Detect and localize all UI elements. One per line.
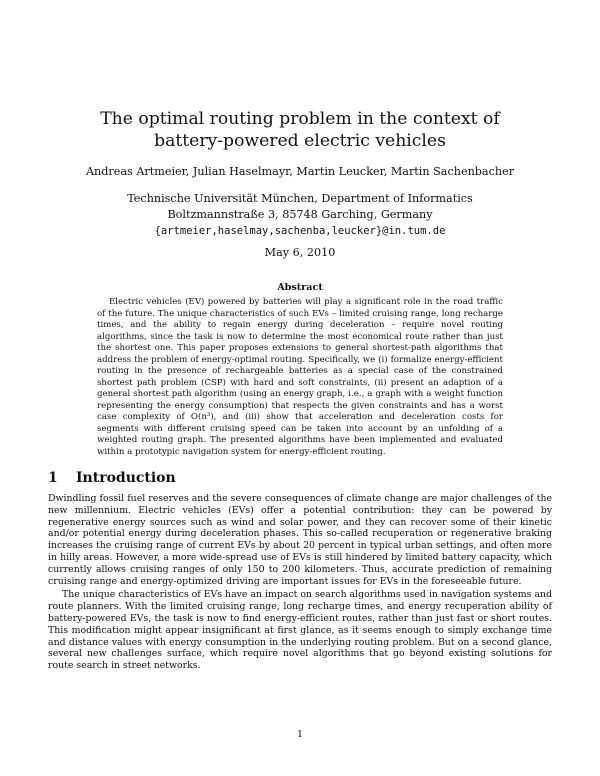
body-paragraph: Dwindling fossil fuel reserves and the severe consequences of climate change are major challenges of the new millennium. Electric vehicles (EVs) offer a potential contribution: they can be powered by regenerative energy sources such as wind and solar power, and they can recover some of their kinetic and/or potential energy during deceleration phases. This so-called recuperation or regenerative braking increases the cruising range of current EVs by about 20 percent in typical urban settings, and often more in hilly areas. However, a more wide-spread use of EVs is still hindered by limited battery capacity, which currently allows cruising ranges of only 150 to 200 kilometers. Thus, accurate prediction of remaining cruising range and energy-optimized driving are important issues for EVs in the foreseeable future.	[48, 493, 552, 587]
affiliation-block	[40, 191, 560, 239]
section-title: Introduction	[76, 470, 176, 486]
section-number: 1	[48, 470, 58, 486]
paper-title: The optimal routing problem in the context of battery-powered electric vehicles	[100, 109, 500, 151]
address: Boltzmannstraße 3, 85748 Garching, Germany	[167, 208, 433, 221]
publication-date: May 6, 2010	[264, 246, 336, 259]
section-heading-introduction	[48, 469, 552, 487]
page-number: 1	[296, 729, 304, 740]
email-address: {artmeier,haselmay,sachenba,leucker}@in.tum.de	[154, 225, 446, 237]
institution: Technische Universität München, Department of Informatics	[127, 192, 473, 205]
introduction-body	[48, 493, 552, 672]
author-list: Andreas Artmeier, Julian Haselmayr, Martin Leucker, Martin Sachenbacher	[85, 165, 515, 178]
abstract-heading: Abstract	[277, 282, 323, 293]
abstract-text: Electric vehicles (EV) powered by batteries will play a significant role in the road traffic of the future. The unique characteristics of such EVs – limited cruising range, long recharge times, and the ability to regain energy during deceleration – require novel routing algorithms, since the task is now to determine the most economical route rather than just the shortest one. This paper proposes extensions to general shortest-path algorithms that address the problem of energy-optimal routing. Specifically, we (i) formalize energy-efficient routing in the presence of rechargeable batteries as a special case of the constrained shortest path problem (CSP) with hard and soft constraints, (ii) present an adaption of a general shortest path algorithm (using an energy graph, i.e., a graph with a weight function representing the energy consumption) that respects the given constraints and has a worst case complexity of O(n³), and (iii) show that acceleration and deceleration costs for segments with different cruising speed can be taken into account by an unfolding of a weighted routing graph. The presented algorithms have been implemented and evaluated within a prototypic navigation system for energy-efficient routing.	[97, 297, 503, 457]
body-paragraph: The unique characteristics of EVs have an impact on search algorithms used in navigation systems and route planners. With the limited cruising range, long recharge times, and energy recuperation ability of battery-powered EVs, the task is now to find energy-efficient routes, rather than just fast or short routes. This modification might appear insignificant at first glance, as it seems enough to simply exchange time and distance values with energy consumption in the underlying routing problem. But on a second glance, several new challenges surface, which require novel algorithms that go beyond existing solutions for route search in street networks.	[48, 589, 552, 672]
